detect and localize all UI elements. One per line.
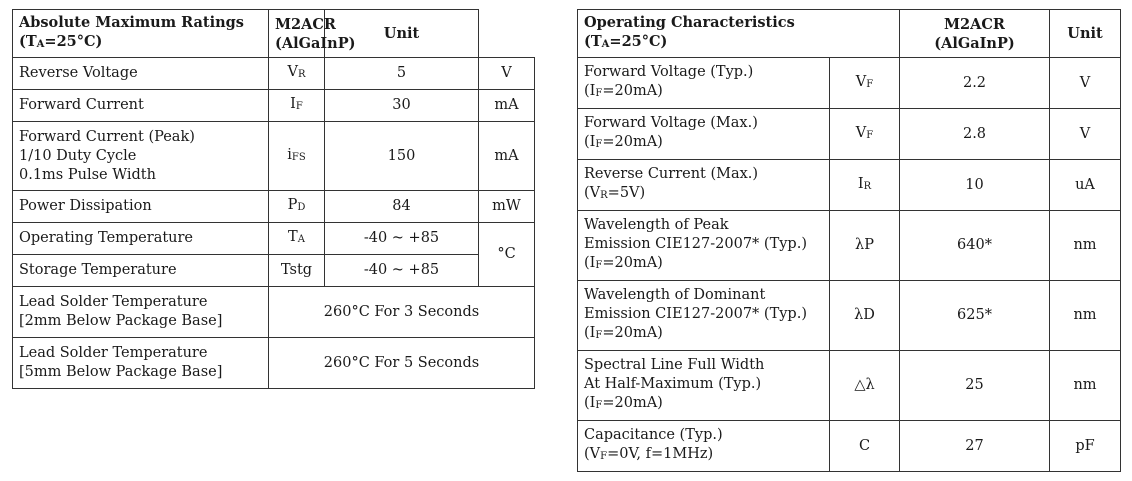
- table-row: [13, 255, 535, 287]
- table-row: [13, 223, 535, 255]
- absolute-maximum-ratings-table: [12, 9, 535, 389]
- unit-cell: V: [479, 58, 535, 90]
- symbol-cell: Tstg: [269, 255, 325, 287]
- table-row: [13, 338, 535, 389]
- header-part: M2ACR (AlGaInP): [269, 10, 325, 58]
- symbol-cell: $V_F$: [830, 58, 900, 109]
- value-cell: 2.2: [900, 58, 1050, 109]
- table-row: [13, 287, 535, 338]
- param-cell: Operating Temperature: [13, 223, 269, 255]
- table-row: [578, 58, 1121, 109]
- symbol-cell: $P_D$: [269, 191, 325, 223]
- operating-characteristics-table: [577, 9, 1121, 472]
- table-row: [578, 351, 1121, 421]
- param-cell: Lead Solder Temperature [2mm Below Package Base]: [13, 287, 269, 338]
- value-cell: 150: [325, 122, 479, 191]
- unit-cell: pF: [1050, 421, 1121, 472]
- table-header-row: [13, 10, 535, 58]
- unit-cell: °C: [479, 223, 535, 287]
- symbol-cell: C: [830, 421, 900, 472]
- param-cell: Spectral Line Full Width At Half-Maximum (Typ.) $(I_F=20mA)$: [578, 351, 830, 421]
- symbol-cell: $T_A$: [269, 223, 325, 255]
- param-cell: Capacitance (Typ.) ($V_F=0V$, f=1MHz): [578, 421, 830, 472]
- unit-cell: mA: [479, 122, 535, 191]
- value-cell: -40 ~ +85: [325, 223, 479, 255]
- header-title: Absolute Maximum Ratings $(T_A=25^\circ C)$: [13, 10, 269, 58]
- param-cell: Reverse Current (Max.) $(V_R=5V)$: [578, 160, 830, 211]
- table-row: [13, 191, 535, 223]
- symbol-cell: $I_R$: [830, 160, 900, 211]
- value-cell: 260°C For 5 Seconds: [269, 338, 535, 389]
- value-cell: 10: [900, 160, 1050, 211]
- value-cell: 640*: [900, 211, 1050, 281]
- unit-cell: mA: [479, 90, 535, 122]
- unit-cell: V: [1050, 58, 1121, 109]
- unit-cell: nm: [1050, 281, 1121, 351]
- param-cell: Power Dissipation: [13, 191, 269, 223]
- param-cell: Forward Voltage (Typ.) $(I_F=20mA)$: [578, 58, 830, 109]
- unit-cell: mW: [479, 191, 535, 223]
- table-row: [13, 58, 535, 90]
- table-row: [13, 122, 535, 191]
- value-cell: 84: [325, 191, 479, 223]
- header-title: Operating Characteristics $(T_A=25^\circ C)$: [578, 10, 900, 58]
- table-row: [578, 281, 1121, 351]
- table-row: [578, 421, 1121, 472]
- param-cell: Forward Current: [13, 90, 269, 122]
- value-cell: 625*: [900, 281, 1050, 351]
- param-cell: Storage Temperature: [13, 255, 269, 287]
- table-row: [578, 109, 1121, 160]
- value-cell: -40 ~ +85: [325, 255, 479, 287]
- symbol-cell: $V_F$: [830, 109, 900, 160]
- header-condition: $(T_A=25^\circ C)$: [584, 33, 668, 50]
- table-row: [578, 160, 1121, 211]
- value-cell: 30: [325, 90, 479, 122]
- unit-cell: V: [1050, 109, 1121, 160]
- symbol-cell: △λ: [830, 351, 900, 421]
- table-header-row: [578, 10, 1121, 58]
- header-condition: $(T_A=25^\circ C)$: [19, 33, 103, 50]
- param-cell: Forward Voltage (Max.) $(I_F=20mA)$: [578, 109, 830, 160]
- symbol-cell: λP: [830, 211, 900, 281]
- table-row: [13, 90, 535, 122]
- header-unit: Unit: [1050, 10, 1121, 58]
- unit-cell: nm: [1050, 351, 1121, 421]
- param-cell: Reverse Voltage: [13, 58, 269, 90]
- symbol-cell: $V_R$: [269, 58, 325, 90]
- value-cell: 5: [325, 58, 479, 90]
- header-part: M2ACR (AlGaInP): [900, 10, 1050, 58]
- value-cell: 260°C For 3 Seconds: [269, 287, 535, 338]
- param-cell: Forward Current (Peak) 1/10 Duty Cycle 0.1ms Pulse Width: [13, 122, 269, 191]
- symbol-cell: λD: [830, 281, 900, 351]
- table-row: [578, 211, 1121, 281]
- param-cell: Wavelength of Dominant Emission CIE127-2007* (Typ.) $(I_F=20mA)$: [578, 281, 830, 351]
- header-unit: Unit: [325, 10, 479, 58]
- value-cell: 27: [900, 421, 1050, 472]
- param-cell: Wavelength of Peak Emission CIE127-2007* (Typ.) $(I_F=20mA)$: [578, 211, 830, 281]
- value-cell: 25: [900, 351, 1050, 421]
- unit-cell: uA: [1050, 160, 1121, 211]
- param-cell: Lead Solder Temperature [5mm Below Package Base]: [13, 338, 269, 389]
- symbol-cell: $I_F$: [269, 90, 325, 122]
- value-cell: 2.8: [900, 109, 1050, 160]
- unit-cell: nm: [1050, 211, 1121, 281]
- symbol-cell: $i_{FS}$: [269, 122, 325, 191]
